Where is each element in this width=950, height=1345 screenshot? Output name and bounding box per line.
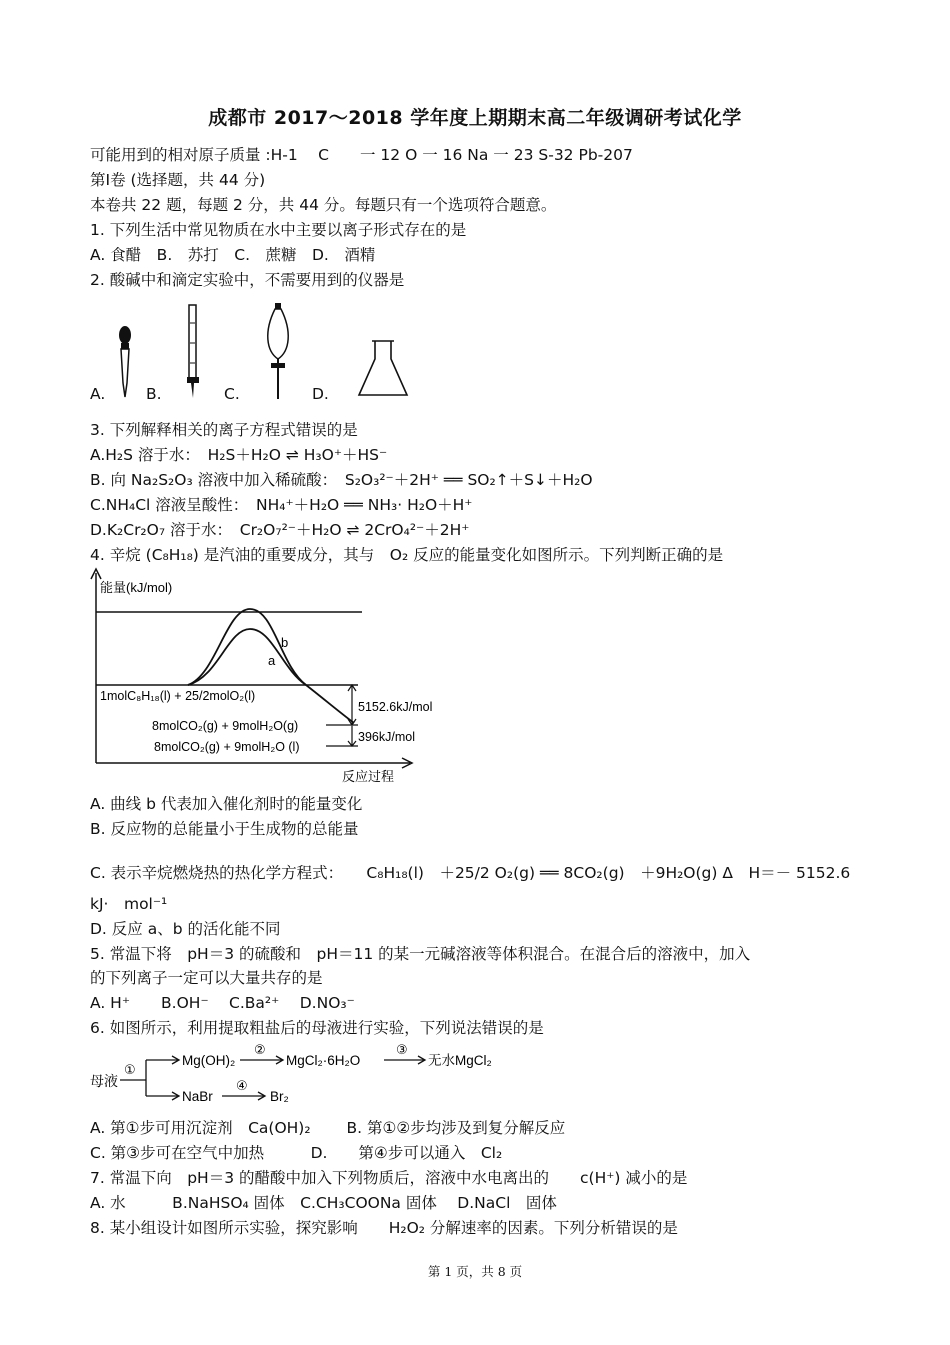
question-3: 3. 下列解释相关的离子方程式错误的是: [90, 421, 358, 439]
option-d-label: D.: [312, 385, 329, 403]
step-3-label: ③: [396, 1042, 408, 1057]
step-4-label: ④: [236, 1078, 248, 1093]
process-flow-diagram: [88, 1040, 518, 1112]
option-b-label: B.: [146, 385, 162, 403]
energy-diagram: [88, 565, 460, 787]
question-6-options-ab: A. 第①步可用沉淀剂 Ca(OH)₂ B. 第①②步均涉及到复分解反应: [90, 1119, 566, 1137]
question-3-option-a: A.H₂S 溶于水： H₂S＋H₂O ⇌ H₃O⁺＋HS⁻: [90, 446, 388, 464]
section-instructions: 本卷共 22 题，每题 2 分，共 44 分。每题只有一个选项符合题意。: [90, 196, 557, 214]
br2-label: Br₂: [270, 1089, 289, 1104]
atomic-mass-line: 可能用到的相对原子质量 :H-1 C 一 12 O 一 16 Na 一 23 S-32 Pb-207: [90, 146, 633, 164]
section-heading: 第Ⅰ卷 (选择题，共 44 分): [90, 171, 266, 189]
question-5-cont: 的下列离子一定可以大量共存的是: [90, 969, 323, 987]
question-6: 6. 如图所示，利用提取粗盐后的母液进行实验，下列说法错误的是: [90, 1019, 544, 1037]
question-4-option-b: B. 反应物的总能量小于生成物的总能量: [90, 820, 359, 838]
question-4-option-c-unit: kJ· mol⁻¹: [90, 895, 168, 913]
question-8: 8. 某小组设计如图所示实验，探究影响 H₂O₂ 分解速率的因素。下列分析错误的是: [90, 1219, 678, 1237]
option-a-label: A.: [90, 385, 106, 403]
x-axis-label: 反应过程: [342, 769, 395, 784]
question-7: 7. 常温下向 pH＝3 的醋酸中加入下列物质后，溶液中水电离出的 c(H⁺) 减小的是: [90, 1169, 688, 1187]
question-4-option-a: A. 曲线 b 代表加入催化剂时的能量变化: [90, 795, 363, 813]
y-axis-label: 能量(kJ/mol): [100, 580, 173, 595]
page-title: 成都市 2017～2018 学年度上期期末高二年级调研考试化学: [208, 107, 742, 129]
product-gas-label: 8molCO₂(g) + 9molH₂O(g): [152, 719, 299, 733]
question-2: 2. 酸碱中和滴定实验中，不需要用到的仪器是: [90, 271, 405, 289]
question-6-options-cd: C. 第③步可在空气中加热 D. 第④步可以通入 Cl₂: [90, 1144, 503, 1162]
apparatus-row: [0, 295, 950, 410]
question-3-option-b: B. 向 Na₂S₂O₃ 溶液中加入稀硫酸： S₂O₃²⁻＋2H⁺ ══ SO₂↑＋S↓＋H₂O: [90, 471, 593, 489]
mgcl2-hydrate-label: MgCl₂·6H₂O: [286, 1053, 361, 1068]
anhydrous-mgcl2-label: 无水MgCl₂: [428, 1053, 492, 1068]
question-4-option-c: C. 表示辛烷燃烧热的热化学方程式： C₈H₁₈(l) ＋25/2 O₂(g) ══ 8CO₂(g) ＋9H₂O(g) Δ H＝－ 5152.6: [90, 864, 851, 882]
question-1: 1. 下列生活中常见物质在水中主要以离子形式存在的是: [90, 221, 467, 239]
page-footer: 第 1 页，共 8 页: [427, 1264, 523, 1279]
conical-flask-icon: [355, 337, 411, 399]
reactant-label: 1molC₈H₁₈(l) + 25/2molO₂(l): [100, 689, 256, 703]
question-7-options: A. 水 B.NaHSO₄ 固体 C.CH₃COONa 固体 D.NaCl 固体: [90, 1194, 557, 1212]
separatory-funnel-icon: [260, 301, 296, 401]
curve-a-label: a: [268, 653, 276, 668]
dropper-icon: [110, 325, 140, 400]
option-c-label: C.: [224, 385, 240, 403]
burette-icon: [182, 303, 204, 401]
question-4-option-d: D. 反应 a、b 的活化能不同: [90, 920, 281, 938]
nabr-label: NaBr: [182, 1089, 213, 1104]
delta-h2-label: 396kJ/mol: [358, 730, 415, 744]
step-2-label: ②: [254, 1042, 266, 1057]
delta-h1-label: 5152.6kJ/mol: [358, 700, 433, 714]
mgoh2-label: Mg(OH)₂: [182, 1053, 236, 1068]
question-5: 5. 常温下将 pH＝3 的硫酸和 pH＝11 的某一元碱溶液等体积混合。在混合后的溶液中，加入: [90, 945, 751, 963]
question-3-option-c: C.NH₄Cl 溶液呈酸性： NH₄⁺＋H₂O ══ NH₃· H₂O＋H⁺: [90, 496, 473, 514]
question-5-options: A. H⁺ B.OH⁻ C.Ba²⁺ D.NO₃⁻: [90, 994, 355, 1012]
question-1-options: A. 食醋 B. 苏打 C. 蔗糖 D. 酒精: [90, 246, 376, 264]
step-1-label: ①: [124, 1062, 136, 1077]
curve-b-label: b: [281, 635, 289, 650]
question-3-option-d: D.K₂Cr₂O₇ 溶于水： Cr₂O₇²⁻＋H₂O ⇌ 2CrO₄²⁻＋2H⁺: [90, 521, 470, 539]
product-liquid-label: 8molCO₂(g) + 9molH₂O (l): [154, 740, 300, 754]
question-4: 4. 辛烷 (C₈H₁₈) 是汽油的重要成分，其与 O₂ 反应的能量变化如图所示。下列判断正确的是: [90, 546, 724, 564]
mother-liquor-label: 母液: [90, 1073, 118, 1089]
